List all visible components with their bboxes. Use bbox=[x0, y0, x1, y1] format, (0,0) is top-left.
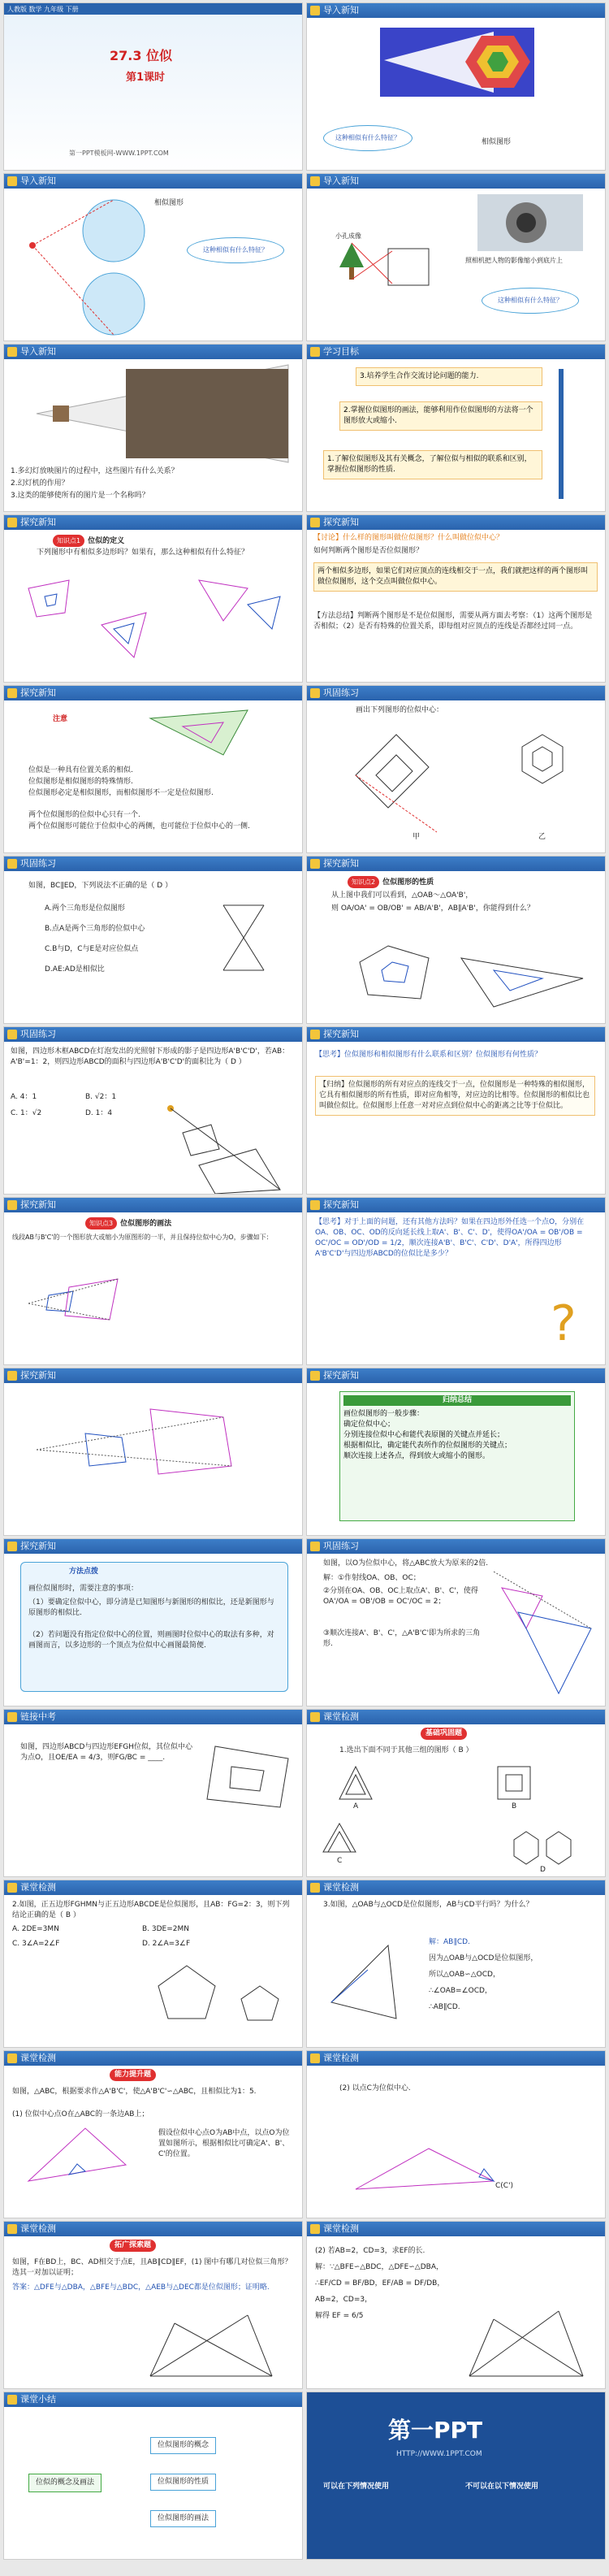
question-text: 如图，F在BD上，BC、AD相交于点E，且AB∥CD∥EF，(1) 图中有哪几对位似三角形？选其一对加以证明； bbox=[12, 2258, 292, 2277]
slide-bar: 探究新知 bbox=[307, 1198, 605, 1212]
question-text: 下列图形中有相似多边形吗？如果有，那么这种相似有什么特征？ bbox=[37, 549, 249, 557]
option-c: C. 1：√2 bbox=[11, 1109, 42, 1117]
option-b: B. 3DE=2MN bbox=[142, 1925, 190, 1933]
answer-4: 解得 EF = 6/5 bbox=[315, 2312, 364, 2320]
step-b: ②分别在OA、OB、OC上取点A'、B'、C'，使得OA'/OA = OB'/OB = OC'/OC = 2； bbox=[323, 1587, 478, 1606]
question-text: 如图，△ABC，根据要求作△A'B'C'，使△A'B'C'∽△ABC，且相似比为1：5. bbox=[12, 2088, 257, 2096]
note-title: 注意 bbox=[53, 715, 68, 723]
badge: 基础巩固题 bbox=[421, 1728, 467, 1740]
slide-intro-3 bbox=[306, 173, 606, 341]
slide-intro-4 bbox=[3, 344, 303, 512]
slide-bar: 课堂检测 bbox=[4, 2051, 302, 2066]
badge: 能力提升题 bbox=[110, 2069, 156, 2081]
part-2: (2) 以点C为位似中心. bbox=[339, 2084, 411, 2092]
option-a: A. 4：1 bbox=[11, 1093, 37, 1101]
question-text: (2) 若AB=2，CD=3，求EF的长. bbox=[315, 2247, 425, 2255]
goal-1: 1.了解位似图形及其有关概念，了解位似与相似的联系和区别，掌握位似图形的性质. bbox=[323, 450, 542, 479]
abc-figure bbox=[4, 2051, 303, 2218]
question-1: 1.多幻灯放映图片的过程中，这些图片有什么关系？ bbox=[11, 467, 179, 475]
note-3: 位似图形必定是相似图形，而相似图形不一定是位似图形. bbox=[28, 789, 214, 797]
goal-3: 3.培养学生合作交流讨论问题的能力. bbox=[356, 367, 542, 386]
text-1: 从上图中我们可以看到，△OAB～△OA'B'， bbox=[331, 891, 473, 900]
question-2: 如何判断两个图形是否位似图形？ bbox=[313, 547, 424, 555]
option-a: A.两个三角形是位似图形 bbox=[45, 904, 125, 913]
point-label: C(C') bbox=[495, 2182, 514, 2190]
part-1-hint: 假设位似中心点O为AB中点，以点O为位置如图所示，根据相似比可确定A'、B'、C'的位置。 bbox=[158, 2129, 290, 2158]
summary-title: 归纳总结 bbox=[343, 1395, 571, 1406]
pentagon-figure bbox=[4, 1880, 303, 2048]
slide-bar: 巩固练习 bbox=[4, 1027, 302, 1042]
tip-2: （1）要确定位似中心，即分清是已知图形与新图形的相似比，还是新图形与原图形的相似比. bbox=[28, 1598, 274, 1617]
summary-step-2: 分别连接位似中心和能代表原图的关键点并延长； bbox=[343, 1431, 505, 1439]
oab-figure bbox=[307, 1880, 606, 2048]
question-text: 1.选出下面不同于其他三组的图形（ B ） bbox=[339, 1746, 473, 1754]
parallel-figure-2 bbox=[307, 2222, 606, 2389]
slide-ability-2 bbox=[306, 2050, 606, 2218]
answer-3: 所以△OAB∽△OCD， bbox=[429, 1971, 500, 1979]
similar-polygons bbox=[4, 515, 303, 683]
footer-text: 第一PPT模板网-WWW.1PPT.COM bbox=[69, 150, 169, 157]
label-d: D bbox=[540, 1866, 546, 1874]
answer-text: 【归纳】位似图形的所有对应点的连线交于一点，位似图形是一种特殊的相似图形，它具有相似图形的所有性质，即对应角相等，对应边的比相等。位似图形的相似比也叫做位似比。位似图形上任意一对对应点到位似中心的距离之比等于位似比。 bbox=[315, 1076, 595, 1116]
slide-bar: 探究新知 bbox=[4, 1368, 302, 1383]
enlarge-figure bbox=[307, 1539, 606, 1706]
slide-bar: 探究新知 bbox=[4, 1198, 302, 1212]
slide-bar: 课堂检测 bbox=[307, 2051, 605, 2066]
slide-bar: 课堂检测 bbox=[4, 1880, 302, 1895]
think-text: 【思考】位似图形和相似图形有什么联系和区别？位似图形有何性质？ bbox=[315, 1051, 542, 1059]
question-text: 如图，以O为位似中心，将△ABC放大为原来的2倍. bbox=[323, 1559, 489, 1568]
answer-5: ∴AB∥CD. bbox=[429, 2003, 460, 2011]
answer-1: 解：AB∥CD. bbox=[429, 1938, 470, 1946]
grade-tag: 人教版 数学 九年级 下册 bbox=[7, 6, 79, 13]
slide-bar: 巩固练习 bbox=[307, 686, 605, 700]
slide-extension-2 bbox=[306, 2221, 606, 2389]
slide-exam-link bbox=[3, 1709, 303, 1877]
step-c: ③顺次连接A'、B'、C'，△A'B'C'即为所求的三角形. bbox=[323, 1629, 481, 1648]
slide-bar: 课堂检测 bbox=[307, 1880, 605, 1895]
question-mark-figure bbox=[307, 1198, 606, 1365]
branch-3: 位似图形的画法 bbox=[150, 2510, 216, 2527]
slide-method-tip bbox=[3, 1538, 303, 1706]
bar-icon bbox=[310, 347, 320, 357]
pinhole-label: 小孔成像 bbox=[335, 232, 361, 240]
slide-intro-2 bbox=[3, 173, 303, 341]
think-text: 【思考】对于上面的问题，还有其他方法吗？如果在四边形外任选一个点O，分别在OA、OB、OC、OD的反向延长线上取A'、B'、C'、D'，使得OA'/OA = OB'/OB = OC'/OC = OD'/OD = 1/2，顺次连接A'B'、B'C'、C'D'、D'A'，所得四边形A'B'C'D'与四边形ABCD的位似比是多少？ bbox=[315, 1218, 585, 1258]
kp-heading: 知识点1 位似的定义 bbox=[53, 535, 124, 547]
note-5: 两个位似图形可能位于位似中心的两侧，也可能位于位似中心的一侧. bbox=[28, 822, 250, 830]
slide-discussion bbox=[306, 514, 606, 683]
option-b: B. √2：1 bbox=[85, 1093, 117, 1101]
option-d: D. 2∠A=3∠F bbox=[142, 1940, 191, 1948]
center-figure bbox=[307, 686, 606, 853]
slide-property bbox=[306, 856, 606, 1024]
slide-bar: 导入新知 bbox=[4, 345, 302, 359]
step-a: 解：①作射线OA、OB、OC； bbox=[323, 1574, 421, 1582]
camera-caption: 照相机把人物的影像缩小到底片上 bbox=[465, 257, 563, 264]
slide-goals bbox=[306, 344, 606, 512]
slide-brand bbox=[306, 2392, 606, 2560]
label-b: B bbox=[512, 1802, 517, 1811]
slide-check-1 bbox=[306, 1709, 606, 1877]
step-text: 线段AB与B'C'的一个图形放大或缩小为原图形的一半，并且保持位似中心为O，步骤如下： bbox=[12, 1234, 273, 1241]
tip-head: 方法点拨 bbox=[69, 1568, 99, 1576]
goal-2: 2.掌握位似图形的画法，能够利用作位似图形的方法将一个图形放大或缩小. bbox=[339, 401, 542, 431]
slide-drawing-2 bbox=[3, 1368, 303, 1536]
slide-think-2 bbox=[306, 1197, 606, 1365]
slide-exercise-2 bbox=[3, 1026, 303, 1195]
answer-3: AB=2，CD=3， bbox=[315, 2296, 373, 2304]
option-shapes bbox=[307, 1710, 606, 1877]
drawing-figure bbox=[4, 1198, 303, 1365]
bar-icon bbox=[310, 1030, 320, 1039]
slide-exercise-center bbox=[306, 685, 606, 853]
label-a: 甲 bbox=[412, 833, 421, 841]
bar-icon bbox=[7, 2395, 17, 2405]
lamp-figure bbox=[4, 1027, 303, 1195]
question-text: 2.如图，正五边形FGHMN与正五边形ABCDE是位似图形，且AB：FG=2：3，则下列结论正确的是（ B ） bbox=[12, 1901, 290, 1919]
kp-heading: 知识点3 位似图形的画法 bbox=[85, 1217, 171, 1229]
slide-bar: 探究新知 bbox=[4, 515, 302, 530]
answer-1: 解：∵△BFE∽△BDC，△DFE∽△DBA， bbox=[315, 2263, 443, 2271]
question-bubble: 这种相似有什么特征？ bbox=[323, 125, 412, 151]
summary-box bbox=[339, 1391, 575, 1521]
slide-bar: 课堂检测 bbox=[307, 2222, 605, 2236]
slide-definition bbox=[3, 514, 303, 683]
slide-notes bbox=[3, 685, 303, 853]
summary-head: 画位似图形的一般步骤： bbox=[343, 1410, 425, 1418]
slide-bar: 探究新知 bbox=[307, 856, 605, 871]
kp-heading: 知识点2 位似图形的性质 bbox=[348, 876, 434, 888]
label-c: C bbox=[337, 1857, 343, 1865]
bar-icon bbox=[7, 1542, 17, 1551]
question-text: 画出下列图形的位似中心： bbox=[356, 706, 444, 714]
abc-figure-2 bbox=[307, 2051, 606, 2218]
fig-label: 相似图形 bbox=[154, 199, 184, 207]
option-b: B.点A是两个三角形的位似中心 bbox=[45, 925, 145, 933]
slide-bar: 课堂小结 bbox=[4, 2392, 302, 2407]
slide-bar: 探究新知 bbox=[307, 1368, 605, 1383]
quad-figure bbox=[4, 1710, 303, 1877]
slide-bar: 导入新知 bbox=[4, 174, 302, 189]
slide-bar: 链接中考 bbox=[4, 1710, 302, 1724]
option-d: D. 1：4 bbox=[85, 1109, 113, 1117]
slide-bar: 巩固练习 bbox=[4, 856, 302, 871]
parallel-figure bbox=[4, 2222, 303, 2389]
cannot-use: 不可以在以下情况使用 bbox=[465, 2483, 539, 2491]
tip-3: （2）若问题没有指定位似中心的位置，则画图时位似中心的取法有多种，对画图而言，以多边形的一个顶点为位似中心画图最简便. bbox=[28, 1631, 274, 1650]
property-figure bbox=[307, 856, 606, 1024]
slide-bar: 学习目标 bbox=[307, 345, 605, 359]
branch-2: 位似图形的性质 bbox=[150, 2474, 216, 2491]
part-1: (1) 位似中心点O在△ABC的一条边AB上； bbox=[12, 2110, 149, 2118]
summary-step-1: 确定位似中心； bbox=[343, 1420, 395, 1429]
tip-1: 画位似图形时，需要注意的事项： bbox=[28, 1585, 139, 1593]
question-3: 3.这类的能够使所有的图片是一个名称吗？ bbox=[11, 492, 149, 500]
note-2: 位似图形是相似图形的特殊情形. bbox=[28, 778, 133, 786]
slide-bar: 导入新知 bbox=[307, 3, 605, 18]
slide-exercise-3 bbox=[306, 1538, 606, 1706]
note-1: 位似是一种具有位置关系的相似. bbox=[28, 766, 133, 774]
brand-logo: 第一PPT bbox=[388, 2417, 483, 2444]
main-topic: 位似的概念及画法 bbox=[28, 2474, 102, 2492]
answer-text: 答案：△DFE与△DBA，△BFE与△BDC，△AEB与△DEC都是位似图形；证明略. bbox=[12, 2283, 270, 2292]
definition-box: 两个相似多边形，如果它们对应顶点的连线相交于一点，我们就把这样的两个图形叫做位似图形，这个交点叫做位似中心。 bbox=[313, 562, 598, 592]
question-2: 2.幻灯机的作用？ bbox=[11, 479, 69, 488]
lesson-title: 27.3 位似 bbox=[110, 48, 173, 63]
option-a: A. 2DE=3MN bbox=[12, 1925, 59, 1933]
label-b: 乙 bbox=[538, 833, 546, 841]
slide-title bbox=[3, 2, 303, 171]
slide-drawing bbox=[3, 1197, 303, 1365]
can-use: 可以在下列情况使用 bbox=[323, 2483, 390, 2491]
question-text: 3.如图，△OAB与△OCD是位似图形，AB与CD平行吗？为什么？ bbox=[323, 1901, 533, 1909]
option-d: D.AE:AD是相似比 bbox=[45, 965, 105, 974]
summary-step-3: 根据相似比，确定能代表所作的位似图形的关键点； bbox=[343, 1442, 512, 1450]
slide-bar: 课堂检测 bbox=[307, 1710, 605, 1724]
question-text: 如图，BC∥ED，下列说法不正确的是（ D ） bbox=[28, 882, 173, 890]
slide-ability-1 bbox=[3, 2050, 303, 2218]
slide-wrapup bbox=[3, 2392, 303, 2560]
slide-bar: 导入新知 bbox=[307, 174, 605, 189]
option-c: C. 3∠A=2∠F bbox=[12, 1940, 60, 1948]
label-a: A bbox=[353, 1802, 359, 1811]
text-2: 则 OA/OA' = OB/OB' = AB/A'B'，AB∥A'B'，你能得到什么？ bbox=[331, 904, 534, 913]
drawing-figure-2 bbox=[4, 1368, 303, 1536]
bar-icon bbox=[310, 1371, 320, 1381]
slide-check-3 bbox=[306, 1880, 606, 2048]
slide-intro-1 bbox=[306, 2, 606, 171]
slide-exercise-1 bbox=[3, 856, 303, 1024]
summary-step-4: 顺次连接上述各点，得到放大或缩小的图形。 bbox=[343, 1452, 490, 1460]
question-text: 如图，四边形木框ABCD在灯泡发出的光照射下形成的影子是四边形A'B'C'D'，若AB：A'B'=1：2，则四边形ABCD的面积与四边形A'B'C'D'的面积比为（ D ） bbox=[11, 1047, 290, 1066]
answer-2: ∴EF/CD = BF/BD，EF/AB = DF/DB， bbox=[315, 2279, 445, 2288]
slide-bar: 探究新知 bbox=[4, 1539, 302, 1554]
slide-think bbox=[306, 1026, 606, 1195]
question-bubble: 这种相似有什么特征？ bbox=[482, 288, 579, 314]
slide-bar: 巩固练习 bbox=[307, 1539, 605, 1554]
question-text: 如图，四边形ABCD与四边形EFGH位似，其位似中心为点O，且OE/EA = 4/3，则FG/BC = ____. bbox=[20, 1743, 192, 1762]
slide-bar: 课堂检测 bbox=[4, 2222, 302, 2236]
answer-4: ∴∠OAB=∠OCD， bbox=[429, 1987, 492, 1995]
fig-label: 相似图形 bbox=[482, 138, 512, 146]
brand-url: HTTP://WWW.1PPT.COM bbox=[396, 2450, 482, 2458]
note-4: 两个位似图形的位似中心只有一个. bbox=[28, 811, 140, 819]
slide-summary bbox=[306, 1368, 606, 1536]
option-c: C.B与D，C与E是对应位似点 bbox=[45, 945, 139, 953]
slide-bar: 探究新知 bbox=[4, 686, 302, 700]
slide-bar: 探究新知 bbox=[307, 515, 605, 530]
bar-icon bbox=[310, 518, 320, 527]
question-bubble: 这种相似有什么特征？ bbox=[187, 237, 284, 263]
slide-extension-1 bbox=[3, 2221, 303, 2389]
slide-check-2 bbox=[3, 1880, 303, 2048]
triangle-figure bbox=[4, 856, 303, 1024]
svg-text:?: ? bbox=[551, 1295, 577, 1352]
lesson-sub: 第1课时 bbox=[126, 72, 166, 84]
badge: 拓广探索题 bbox=[110, 2240, 156, 2252]
slide-bar: 探究新知 bbox=[307, 1027, 605, 1042]
answer-2: 因为△OAB与△OCD是位似图形， bbox=[429, 1954, 538, 1962]
method-summary: 【方法总结】判断两个图形是不是位似图形，需要从两方面去考察：（1）这两个图形是否相似；（2）是否有特殊的位置关系，即每组对应顶点的连线是否都经过同一点。 bbox=[313, 612, 593, 631]
discuss-text: 【讨论】什么样的图形叫做位似图形？什么叫做位似中心？ bbox=[313, 534, 504, 542]
branch-1: 位似图形的概念 bbox=[150, 2437, 216, 2454]
